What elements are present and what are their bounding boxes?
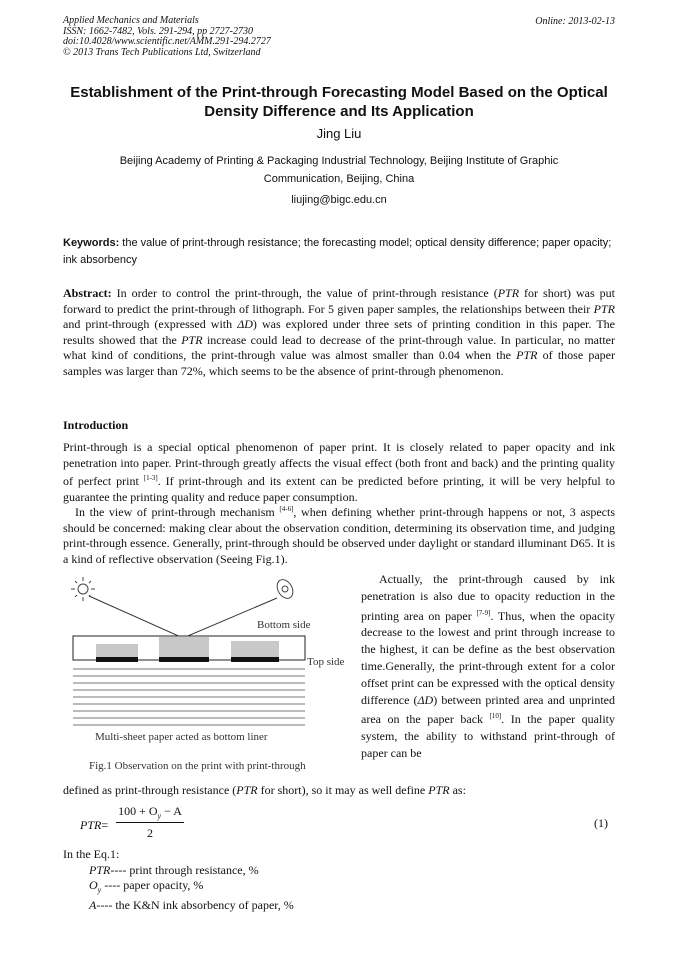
section-heading-introduction: Introduction: [63, 418, 129, 432]
print-through-area: [231, 641, 279, 657]
journal-header: [63, 16, 615, 58]
definition-absorbency: A---- the K&N ink absorbency of paper, %: [89, 898, 294, 913]
intro-paragraph-1: Print-through is a special optical phenomenon of paper print. It is closely related to paper opacity and ink penetration into paper. Print-through greatly affects the visual effect (both front and back) and the printing quality of perfect print [1-3]. If print-through and its extent can be predicted before printing, it will be very helpful to guarantee the printing quality and reduce paper consumption.: [63, 440, 618, 504]
journal-name: Applied Mechanics and Materials: [63, 15, 199, 26]
paper-title: Establishment of the Print-through Forecasting Model Based on the Optical Density Difference and Its Application: [70, 84, 608, 120]
equation-lhs: PTR: [80, 818, 102, 832]
bottom-side-label: Bottom side: [257, 619, 311, 631]
definition-ptr: PTR---- print through resistance, %: [89, 862, 259, 877]
definitions-intro: In the Eq.1:: [63, 847, 120, 861]
equation-denominator: 2: [147, 826, 153, 840]
incident-light-ray: [89, 596, 183, 638]
figure-1-diagram: [63, 572, 353, 782]
abstract: Abstract: In order to control the print-through, the value of print-through resistance (PTR for short) was put forward to predict the print-through of lithograph. For 5 given paper samples, the relationships between their PTR and print-through (expressed with ΔD) was explored under three sets of printing condition in this paper. The results showed that the PTR increase could lead to decrease of the print-through value. In particular, no matter what kind of conditions, the print-through value was almost smaller than 0.04 when the PTR of those paper samples was larger than 72%, which seems to be the absence of print-through phenomenon.: [63, 286, 618, 378]
affiliation: Beijing Academy of Printing & Packaging Industrial Technology, Beijing Institute of Graphic Communication, Beijing, China: [119, 155, 559, 185]
figure-1: [63, 572, 353, 782]
figure-caption: Fig.1 Observation on the print with print-through: [89, 760, 306, 772]
ink-layer: [159, 657, 209, 662]
equation-definitions: [63, 847, 294, 914]
top-side-label: Top side: [307, 656, 345, 668]
liner-label: Multi-sheet paper acted as bottom liner: [95, 731, 268, 743]
author-email: liujing@bigc.edu.cn: [291, 194, 387, 206]
citation: [10]: [489, 712, 502, 721]
definition-opacity: $O_y$ ---- paper opacity, %: [89, 878, 204, 895]
keywords: [63, 235, 615, 269]
doi-line: doi:10.4028/www.scientific.net/AMM.291-294.2727: [63, 36, 271, 47]
citation: [7-9]: [476, 608, 491, 617]
fraction-bar: [116, 822, 184, 823]
intro-paragraph-2: In the view of print-through mechanism [4-6], when defining whether print-through happens or not, 3 aspects should be concerned: making clear about the observation condition, determining its observation time, and judging print-through essence. Generally, print-through should be observed under daylight or standard illuminant D65. It is a kind of reflective observation (Seeing Fig.1).: [63, 505, 618, 566]
liner-sheets: [73, 669, 305, 725]
copyright-line: © 2013 Trans Tech Publications Ltd, Switzerland: [63, 46, 261, 58]
equation-number: (1): [594, 816, 608, 830]
print-through-area: [159, 637, 209, 657]
keywords-label: Keywords:: [63, 237, 120, 249]
keywords-text: the value of print-through resistance; the forecasting model; optical density difference; paper opacity; ink absorbency: [63, 237, 612, 266]
citation: [4-6]: [279, 505, 294, 513]
print-through-area: [96, 644, 138, 657]
citation: [1-3]: [143, 474, 158, 483]
intro-paragraph-3-cont: defined as print-through resistance (PTR for short), so it may as well define PTR as:: [63, 783, 466, 797]
ink-layer: [96, 657, 138, 662]
reflected-light-ray: [183, 598, 277, 638]
intro-paragraph-3: Actually, the print-through caused by ink penetration is also due to opacity reduction in the printing area on paper [7-9]. Thus, when the opacity decrease to the lowest and print through increase to the highest, it can be define as the best observation time.Generally, the print-through extent for a color offset print can be expressed with the optical density difference (ΔD) between printed area and unprinted area on the paper back [10]. In the paper quality system, the ability to withstand print-through of paper can be: [361, 572, 618, 760]
online-date: Online: 2013-02-13: [535, 16, 615, 27]
abstract-label: Abstract:: [63, 286, 112, 300]
issn-line: ISSN: 1662-7482, Vols. 291-294, pp 2727-2730: [63, 25, 253, 37]
author-name: Jing Liu: [316, 126, 362, 141]
ink-layer: [231, 657, 279, 662]
equation-numerator: $100 + O_y - A$: [118, 804, 182, 821]
eye-icon: [274, 577, 296, 601]
